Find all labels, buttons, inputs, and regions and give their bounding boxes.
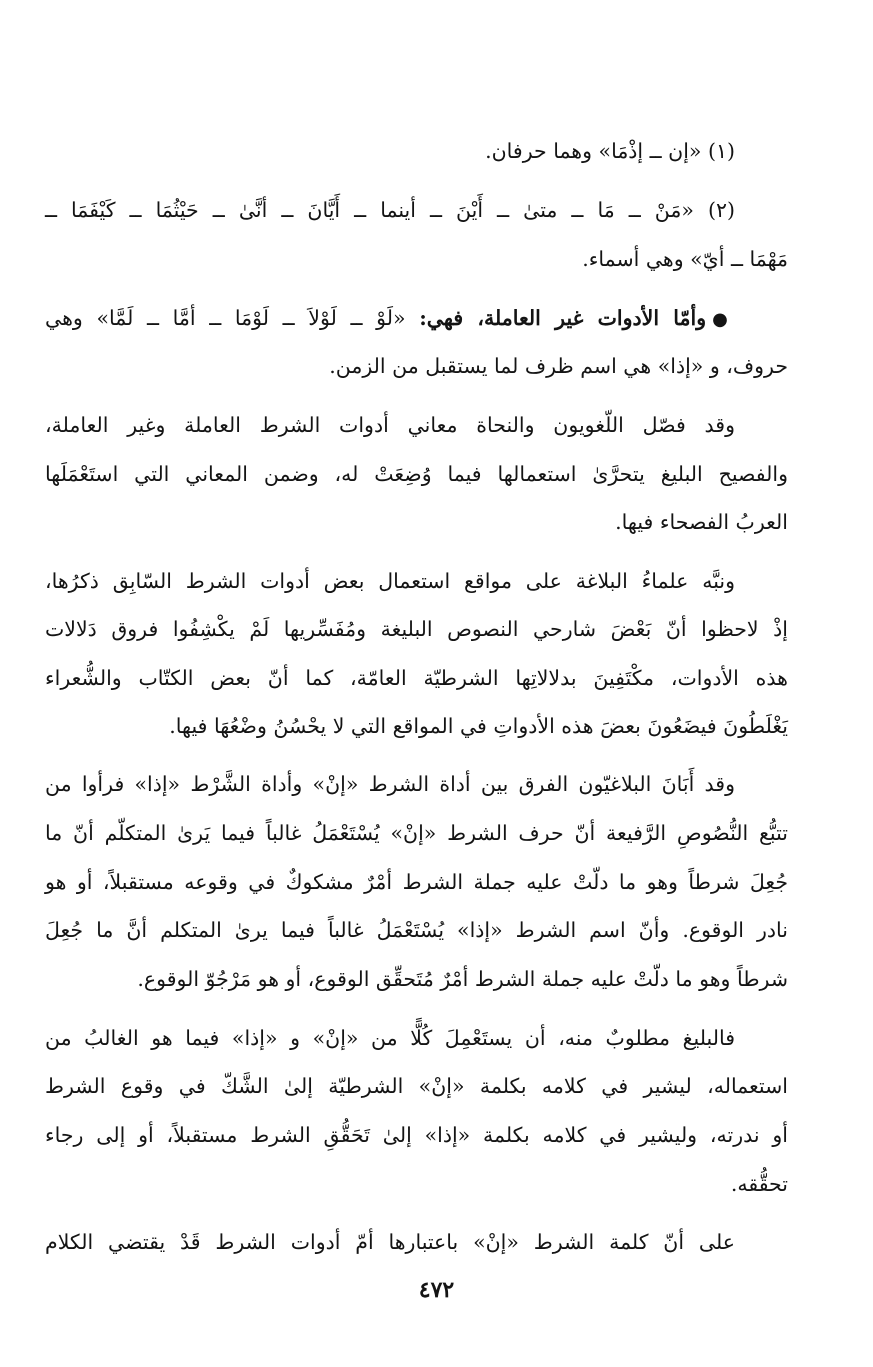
text-span: «لَوْ ــ لَوْلاَ ــ لَوْمَا ــ أمَّا ــ لَمَّا» وهي — [45, 306, 406, 330]
bold-heading-text: وأمّا الأدوات غير العاملة، فهي: — [419, 306, 707, 330]
text-line: على أنّ كلمة الشرط «إنْ» باعتبارها أمّ أدوات الشرط قَدْ يقتضي الكلام — [45, 1230, 735, 1254]
text-line: أو ندرته، وليشير في كلامه بكلمة «إذا» إلىٰ تَحَقُّقِ الشرط مستقبلاً، أو إلى رجاء — [45, 1123, 788, 1147]
text-line: جُعِلَ شرطاً وهو ما دلّتْ عليه جملة الشرط أمْرٌ مشكوكٌ في وقوعه مستقبلاً، أو هو — [45, 870, 788, 894]
text-line: تتبُّع النُّصُوصِ الرَّفيعة أنّ حرف الشرط «إنْ» يُسْتَعْمَلُ غالباً فيما يَرىٰ المتكلّم أنّ ما — [45, 821, 788, 845]
text-line: إذْ لاحظوا أنّ بَعْضَ شارحي النصوص البليغة ومُفَسِّريها لَمْ يكْشِفُوا فروق دَلالات — [45, 617, 788, 641]
bullet-line — [45, 298, 735, 338]
text-line: فالبليغ مطلوبٌ منه، أن يستَعْمِلَ كُلًّا من «إنْ» و «إذا» فيما هو الغالبُ من — [45, 1026, 735, 1050]
text-line: العربُ الفصحاء فيها. — [615, 510, 788, 534]
text-line: نادر الوقوع. وأنّ اسم الشرط «إذا» يُسْتَعْمَلُ غالباً فيما يرىٰ المتكلم أنَّ ما جُعِلَ — [45, 918, 788, 942]
text-line: استعماله، ليشير في كلامه بكلمة «إنْ» الشرطيّة إلىٰ الشَّكّ في وقوع الشرط — [45, 1074, 788, 1098]
text-line: (٢) «مَنْ ــ مَا ــ متىٰ ــ أَيْنَ ــ أينما ــ أَيَّانَ ــ أنَّىٰ ــ حَيْثُمَا ــ كَيْفَمَا ــ — [45, 198, 735, 222]
bullet-icon: ● — [712, 309, 735, 330]
text-line: والفصيح البليغ يتحرَّىٰ استعمالها فيما وُضِعَتْ له، وضمن المعاني التي استَعْمَلَها — [45, 462, 788, 486]
page-number: ٤٧٢ — [418, 1277, 455, 1303]
text-line: (١) «إن ــ إذْمَا» وهما حرفان. — [485, 139, 735, 163]
text-line: وقد أَبَانَ البلاغيّون الفرق بين أداة الشرط «إنْ» وأداة الشَّرْط «إذا» فرأوا من — [45, 772, 735, 796]
text-line: هذه الأدوات، مكْتَفِينَ بدلالاتِها الشرطيّة العامّة، كما أنّ بعض الكتّاب والشُّعراء — [45, 666, 788, 690]
text-line: حروف، و «إذا» هي اسم ظرف لما يستقبل من الزمن. — [329, 354, 788, 378]
text-line: يَغْلَطُونَ فيضَعُونَ بعضَ هذه الأدواتِ في المواقع التي لا يحْسُنُ وضْعُهَا فيها. — [169, 714, 788, 738]
text-line: شرطاً وهو ما دلّتْ عليه جملة الشرط أمْرٌ مُتَحقِّق الوقوع، أو هو مَرْجُوّ الوقوع. — [137, 967, 788, 991]
text-line: مَهْمَا ــ أيّ» وهي أسماء. — [582, 247, 788, 271]
text-line: وقد فصّل اللّغويون والنحاة معاني أدوات الشرط العاملة وغير العاملة، — [45, 413, 735, 437]
text-line: ونبَّه علماءُ البلاغة على مواقع استعمال بعض أدوات الشرط السّابِق ذكرُها، — [45, 569, 735, 593]
text-line: تحقُّقه. — [730, 1172, 788, 1196]
